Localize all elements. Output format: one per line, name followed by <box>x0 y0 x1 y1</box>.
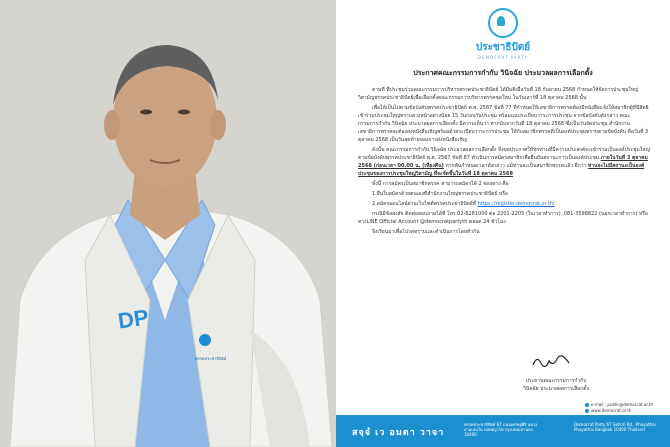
paragraph-5: 1.ยื่นใบสมัครด้วยตนเองที่สำนักงานใหญ่พรรคประชาธิปัตย์ หรือ <box>372 191 508 197</box>
web-icon <box>585 409 589 413</box>
contact-web[interactable]: www.democrat.or.th <box>591 408 632 413</box>
announcement-title: ประกาศคณะกรรมการกำกับ วินิจฉัย ประมวลผลการเลือกตั้ง <box>413 69 593 77</box>
signatory-line-1: ประธานคณะกรรมการกำกับ <box>525 378 587 384</box>
email-icon <box>585 403 589 407</box>
register-link[interactable]: https://register.democrat.or.th/ <box>477 201 555 207</box>
paragraph-4: ทั้งนี้ การสมัครเป็นสมาชิกพรรค สามารถสมัครได้ 2 ช่องทาง คือ <box>372 181 509 187</box>
party-logo-name: ประชาธิปัตย์ <box>475 42 531 53</box>
footer-address-en: Democrat Party 67 Setsiri Rd., Phayathai Phayathai Bangkok 10400 Thailand <box>574 422 656 432</box>
announcement-body <box>358 86 650 238</box>
paragraph-3-cont: หากพ้นกำหนดเวลาดังกล่าว แม้ท่านจะเป็นสมาชิกพรรคแล้ว อีกว่า <box>445 163 587 169</box>
paragraph-8: จึงเรียนมาเพื่อโปรดทราบและดำเนินการโดยทั่วกัน <box>372 229 480 235</box>
party-logo <box>336 8 670 60</box>
paragraph-6 <box>358 200 650 208</box>
paragraph-3-text: ดังนั้น คณะกรรมการกำกับ วินิจฉัย ประมวลผลการเลือกตั้ง จึงขอประกาศให้ทุกท่านที่มีความประสงค์จะเข้าร่วมเป็นองค์ประชุมใหญ่ตามข้อบังคับพรรคประชาธิปัตย์ พ.ศ. 2567 ข้อที่ 87 ดำเนินการสมัครสมาชิกเพื่อยืนยันสถานะการเป็นองค์ประชุม <box>358 147 650 161</box>
party-emblem-icon <box>488 8 518 38</box>
paragraph-2: เพื่อให้เป็นไปตามข้อบังคับพรรคประชาธิปัตย์ พ.ศ. 2567 ข้อที่ 77 ที่กำหนดให้เลขาธิการพรรคต้องมีหนังสือแจ้งให้สมาชิกผู้ที่มีสิทธิเข้าร่วมประชุมใหญ่ทราบล่วงหน้าอย่างน้อย 15 วันก่อนวันประชุม พร้อมแนบระเบียบวาระการประชุม จากข้อบังคับดังกล่าว คณะกรรมการกำกับ วินิจฉัย ประมวลผลการเลือกตั้ง มีความเห็นว่า หากนับจากวันที่ 18 ตุลาคม 2568 ซึ่งเป็นวันจัดประชุม สำนักงานเลขาธิการพรรคจะต้องส่งหนังสือเชิญพร้อมด้วยระเบียบวาระการประชุม ให้กับสมาชิกพรรคที่เป็นองค์ประชุมทราบตามข้อบังคับ คือวันที่ 3 ตุลาคม 2568 เป็นวันสุดท้ายของการส่งหนังสือเชิญ <box>358 105 649 143</box>
deadline-text: ภายในวันที่ 3 ตุลาคม 2568 (ก่อนเวลา 00.00 น. (เที่ยงคืน) <box>358 155 648 169</box>
paragraph-1: ตามที่ ที่ประชุมร่วมคณะกรรมการบริหารพรรคประชาธิปัตย์ ได้มีมติเมื่อวันที่ 18 กันยายน 2568 กำหนดให้จัดการประชุมใหญ่วิสามัญพรรคประชาธิปัตย์เพื่อเลือกตั้งคณะกรรมการบริหารพรรคชุดใหม่ ในวันเสาร์ที่ 18 ตุลาคม 2568 นั้น <box>358 87 639 101</box>
document-footer <box>336 415 670 447</box>
paragraph-6-text: 2.สมัครออนไลน์ผ่านเว็บไซต์พรรคประชาธิปัตย์ที่ <box>372 201 477 207</box>
paragraph-7: กรณีมีข้อสงสัย ติดต่อสอบถามได้ที่ โทร.02-8281000 ต่อ 2201-2205 (ในเวลาทำการ) ,081-3598822 (นอกเวลาทำการ) หรือ ทางLINE Official Account @democratpartyth ตลอด 24 ชั่วโมง <box>358 211 648 225</box>
signature <box>531 353 571 371</box>
announcement-document <box>336 0 670 447</box>
photo-pin-text: พรรคประชาธิปัตย์ <box>195 356 227 361</box>
footer-address-th: พรรคประชาธิปัตย์ 67 ถนนเศรษฐศิริ แขวงสามเสนใน เขตพญาไท กรุงเทพมหานคร 10400 <box>464 422 538 437</box>
contact-email[interactable]: e-mail : public@democrat.or.th <box>591 402 653 407</box>
warning-text: ท่านจะไม่มีสถานะเป็นองค์ประชุมของการประชุมใหญ่วิสามัญ ที่จะจัดขึ้นในวันที่ 18 ตุลาคม 2568 <box>358 163 645 177</box>
signatory-line-2: วินิจฉัย ประมวลผลการเลือกตั้ง <box>523 386 589 392</box>
party-logo-sub: DEMOCRAT PARTY <box>477 55 529 60</box>
signatory-block <box>486 377 626 393</box>
footer-slogan: สจฺจํ เว อมตา วาจา <box>352 428 445 438</box>
photo-badge-text: DP <box>116 304 151 334</box>
contact-info <box>585 402 660 414</box>
paragraph-3 <box>358 146 650 178</box>
